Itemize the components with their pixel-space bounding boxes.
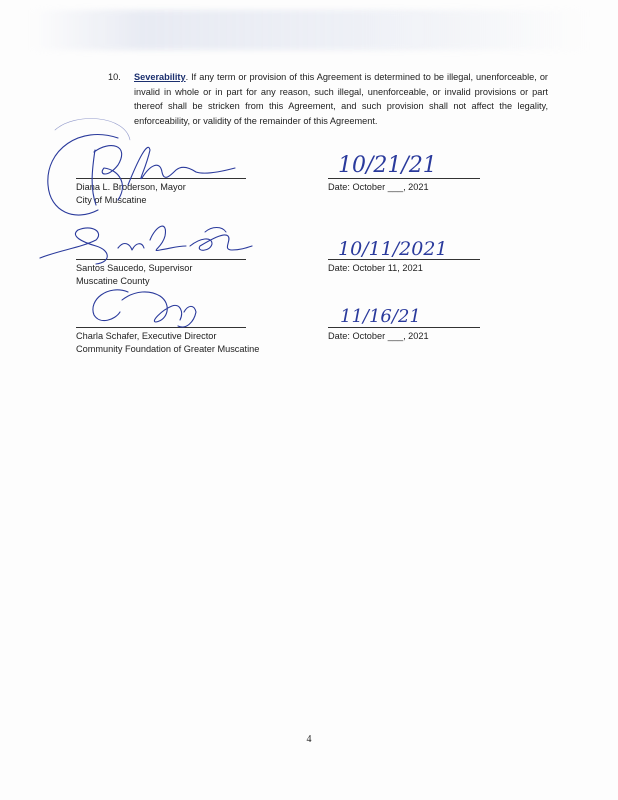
signatory-org-supervisor: Muscatine County [76, 276, 150, 286]
section-heading: Severability [134, 72, 186, 82]
signature-line-supervisor [76, 259, 246, 260]
signature-line-mayor [76, 178, 246, 179]
date-label-mayor: Date: October ___, 2021 [328, 182, 429, 192]
date-line-director [328, 327, 480, 328]
page-number: 4 [306, 734, 312, 745]
severability-section [108, 70, 548, 128]
handwritten-date-director: 11/16/21 [340, 306, 421, 327]
section-number: 10. [108, 72, 121, 82]
date-line-supervisor [328, 259, 480, 260]
signatory-name-mayor: Diana L. Broderson, Mayor [76, 182, 186, 192]
signatory-org-director: Community Foundation of Greater Muscatine [76, 344, 260, 354]
signatory-name-director: Charla Schafer, Executive Director [76, 331, 217, 341]
date-label-supervisor: Date: October 11, 2021 [328, 263, 423, 273]
signature-line-director [76, 327, 246, 328]
date-line-mayor [328, 178, 480, 179]
handwritten-date-mayor: 10/21/21 [338, 153, 437, 178]
section-body [108, 70, 548, 128]
signatory-org-mayor: City of Muscatine [76, 195, 147, 205]
signatory-name-supervisor: Santos Saucedo, Supervisor [76, 263, 193, 273]
handwritten-date-supervisor: 10/11/2021 [338, 238, 448, 260]
date-label-director: Date: October ___, 2021 [328, 331, 429, 341]
section-text: . If any term or provision of this Agreement is determined to be illegal, unenforceable, or invalid in whole or in part for any reason, such illegal, unenforceable, or invalid provisions or part thereof shall be stricken from this Agreement, and such provision shall not affect the legality, enforceability, or validity of the remainder of this Agreement. [134, 72, 548, 126]
